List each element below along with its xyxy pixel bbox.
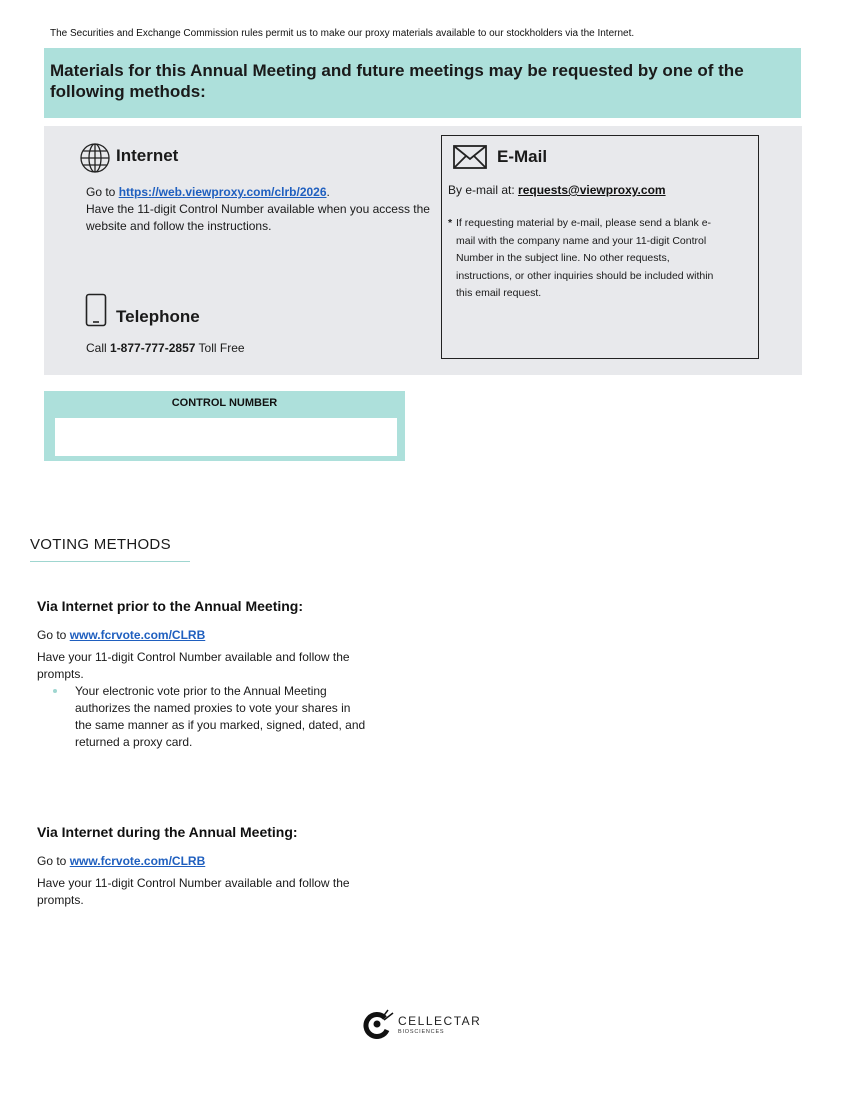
control-number-label: CONTROL NUMBER [171,397,278,409]
vote-prior-url-link[interactable]: www.fcrvote.com/CLRB [69,628,206,642]
list-item [37,683,367,751]
vote-prior-bullet-text: Your electronic vote prior to the Annual Meeting authorizes the named proxies to vote your shares in the same manner as if you marked, signed, dated, and returned a proxy card. [75,684,366,749]
vote-prior-bullets [37,683,367,751]
control-number-box [44,391,405,461]
email-by-prefix: By e-mail at: [448,183,519,197]
internet-instruction-text: Have the 11-digit Control Number available when you access the website and follow the instructions. [86,202,430,233]
request-banner [44,48,801,118]
internet-url-link[interactable]: https://web.viewproxy.com/clrb/2026 [118,185,327,199]
vote-prior-title: Via Internet prior to the Annual Meeting: [37,598,304,614]
telephone-title: Telephone [116,307,200,326]
telephone-line [86,340,245,357]
logo-name: CELLECTAR [398,1014,482,1028]
vote-prior-go-line [37,627,357,644]
vote-during-go-prefix: Go to [37,854,70,868]
telephone-number[interactable]: 1-877-777-2857 [110,341,196,355]
vote-prior-body [37,627,366,751]
email-note-text: If requesting material by e-mail, please send a blank e-mail with the company name and your 11-digit Control Number in the subject line. No other requests, instructions, or other inquiries should be included within this email request. [456,217,714,299]
envelope-icon [453,145,487,169]
vote-during-title: Via Internet during the Annual Meeting: [37,824,298,840]
internet-go-prefix: Go to [86,185,119,199]
voting-heading-rule [30,561,190,562]
vote-during-url-link[interactable]: www.fcrvote.com/CLRB [69,854,206,868]
vote-during-body [37,853,357,909]
bullet-dot [53,689,57,693]
vote-during-text: Have your 11-digit Control Number available and follow the prompts. [37,876,350,907]
control-number-field[interactable] [55,418,397,456]
email-note [448,215,748,303]
phone-icon [85,293,107,327]
email-note-asterisk: * [448,217,453,229]
internet-title: Internet [116,146,179,165]
banner-heading: Materials for this Annual Meeting and future meetings may be requested by one of the following methods: [50,61,744,101]
telephone-call-prefix: Call [86,341,111,355]
vote-during-go-line [37,853,357,870]
voting-methods-heading: VOTING METHODS [30,536,171,553]
internet-go-suffix: . [326,185,330,199]
vote-prior-go-prefix: Go to [37,628,70,642]
email-address-line [448,182,666,199]
email-title: E-Mail [497,147,548,166]
cellectar-logo-icon [363,1008,397,1040]
globe-icon [79,142,111,174]
intro-text: The Securities and Exchange Commission rules permit us to make our proxy materials available to our stockholders via the Internet. [50,28,635,39]
telephone-suffix: Toll Free [195,341,245,355]
internet-instructions [86,184,431,235]
email-address-link[interactable]: requests@viewproxy.com [518,183,666,197]
logo-sub: BIOSCIENCES [398,1029,445,1035]
vote-prior-text: Have your 11-digit Control Number available and follow the prompts. [37,650,350,681]
